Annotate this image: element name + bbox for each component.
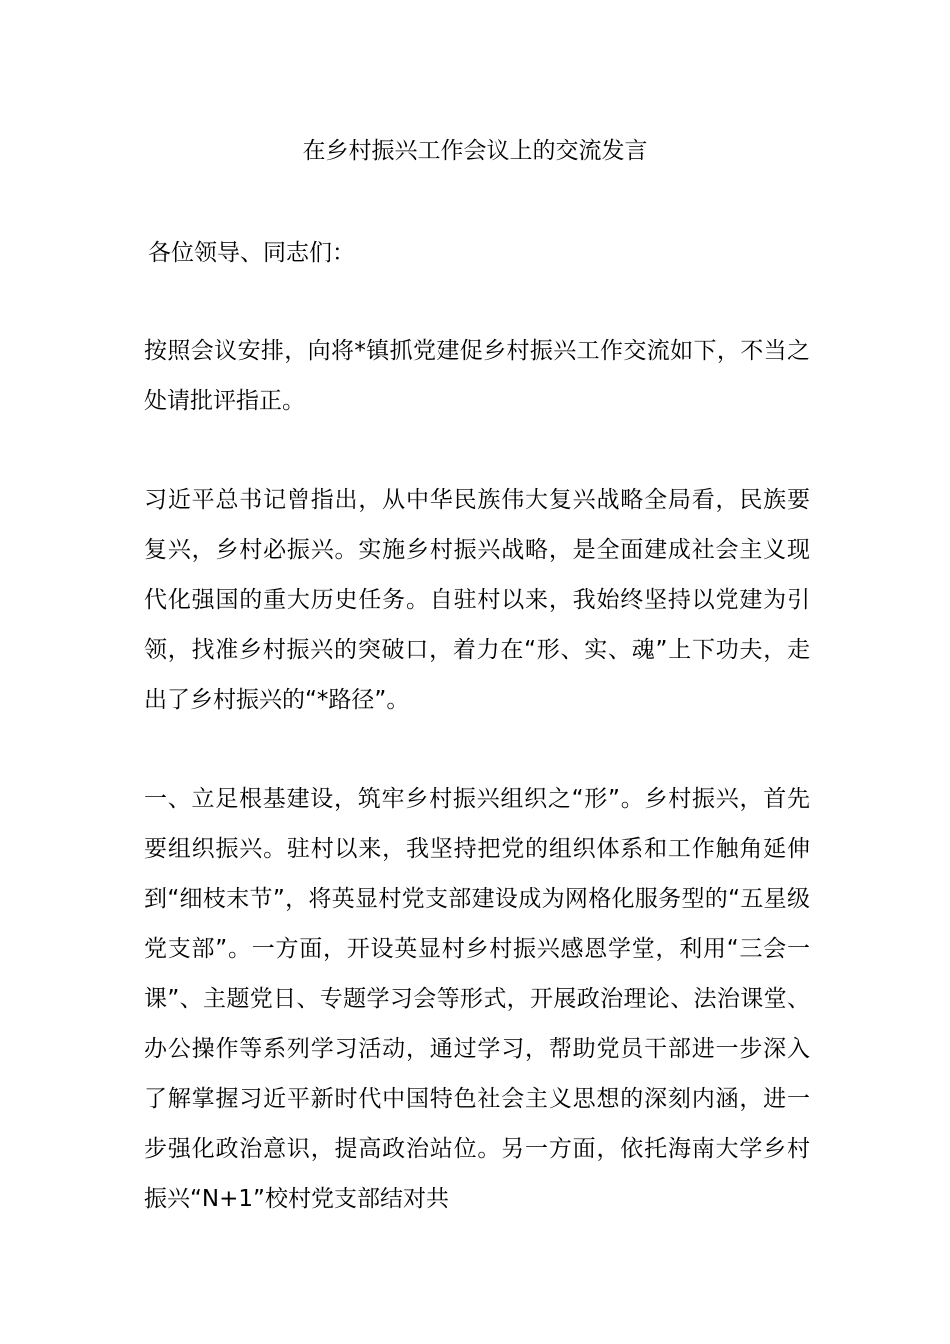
paragraph-background: 习近平总书记曾指出，从中华民族伟大复兴战略全局看，民族要复兴，乡村必振兴。实施乡村振兴战略，是全面建成社会主义现代化强国的重大历史任务。自驻村以来，我始终坚持以党建为引领，找准乡村振兴的突破口，着力在“形、实、魂”上下功夫，走出了乡村振兴的“*路径”。 (144, 487, 810, 713)
document-title: 在乡村振兴工作会议上的交流发言 (302, 138, 648, 164)
salutation: 各位领导、同志们： (148, 240, 355, 266)
paragraph-section-one: 一、立足根基建设，筑牢乡村振兴组织之“形”。乡村振兴，首先要组织振兴。驻村以来，我坚持把党的组织体系和工作触角延伸到“细枝末节”，将英显村党支部建设成为网格化服务型的“五星级党支部”。一方面，开设英显村乡村振兴感恩学堂，利用“三会一课”、主题党日、专题学习会等形式，开展政治理论、法治课堂、办公操作等系列学习活动，通过学习，帮助党员干部进一步深入了解掌握习近平新时代中国特色社会主义思想的深刻内涵，进一步强化政治意识，提高政治站位。另一方面，依托海南大学乡村振兴“N+1”校村党支部结对共 (144, 786, 810, 1212)
paragraph-intro: 按照会议安排，向将*镇抓党建促乡村振兴工作交流如下，不当之处请批评指正。 (144, 338, 810, 414)
